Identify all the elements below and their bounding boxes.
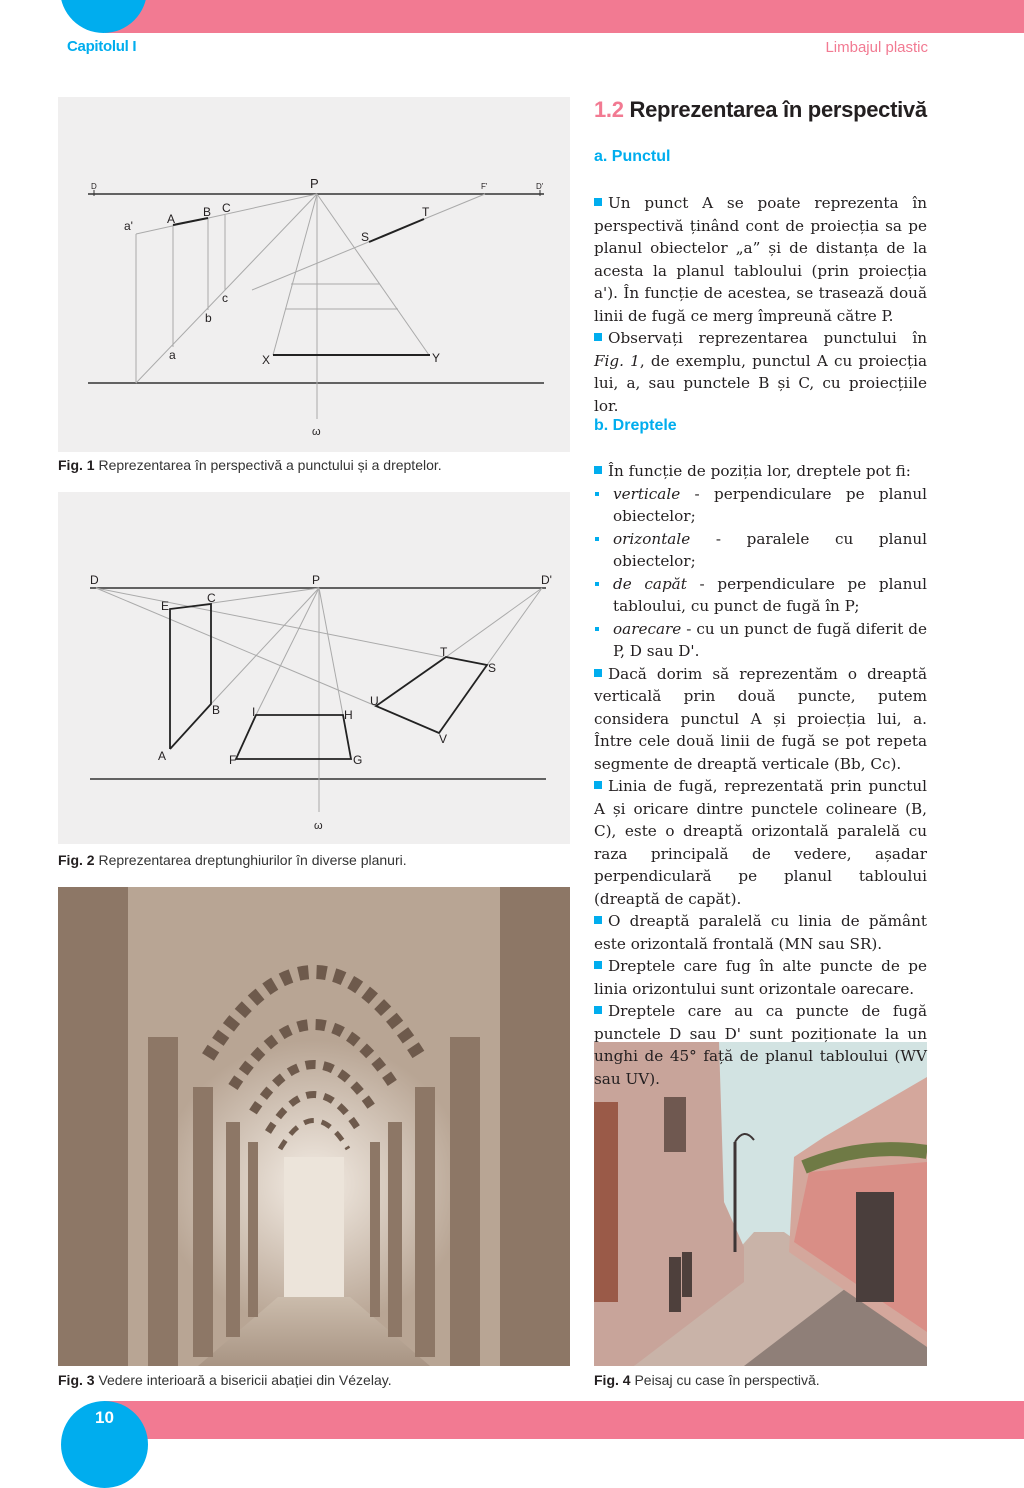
- label-F: F: [229, 753, 237, 767]
- section-title: [594, 97, 927, 123]
- bullet-icon: [595, 537, 599, 541]
- label-a-prime: a': [124, 219, 133, 233]
- label-T: T: [422, 205, 430, 219]
- label-P: P: [312, 573, 321, 587]
- label-D: D: [90, 573, 99, 587]
- label-A: A: [158, 749, 167, 763]
- label-P: P: [310, 176, 319, 191]
- list-item: de capăt - perpendiculare pe planul tabloului, cu punct de fugă în P;: [594, 573, 927, 618]
- paragraph: Linia de fugă, reprezentată prin punctul A și oricare dintre punctele colineare (B, C), este o dreaptă orizontală paralelă cu raza principală de vedere, așadar perpendiculară pe planul tabloului (dreaptă de capăt).: [594, 777, 927, 908]
- paragraph: În funcție de poziția lor, dreptele pot fi:: [594, 460, 927, 483]
- label-C: C: [222, 201, 231, 215]
- label-S: S: [488, 661, 497, 675]
- footer-band: [105, 1401, 1024, 1439]
- list-item: orizontale - paralele cu planul obiectelor;: [594, 528, 927, 573]
- label-a: a: [169, 348, 176, 362]
- label-B: B: [212, 703, 221, 717]
- header-band: [105, 0, 1024, 33]
- figure-4-label: Fig. 4: [594, 1372, 631, 1388]
- figure-3-label: Fig. 3: [58, 1372, 95, 1388]
- label-T: T: [440, 645, 448, 659]
- label-E: E: [161, 599, 170, 613]
- figure-1-diagram: [58, 97, 570, 452]
- label-I: I: [252, 705, 256, 719]
- label-U: U: [370, 694, 379, 708]
- figure-3-caption: Fig. 3 Vedere interioară a bisericii abației din Vézelay.: [58, 1372, 392, 1388]
- bullet-icon: [595, 492, 599, 496]
- section-title-text: Reprezentarea în perspectivă: [629, 97, 927, 122]
- label-b: b: [205, 311, 212, 325]
- subheading-punctul: a. Punctul: [594, 148, 671, 165]
- bullet-icon: [595, 627, 599, 631]
- square-bullet-icon: [594, 198, 602, 206]
- square-bullet-icon: [594, 916, 602, 924]
- dreptele-body: [594, 460, 927, 1090]
- label-C: C: [207, 591, 216, 605]
- label-omega: ω: [312, 426, 321, 438]
- square-bullet-icon: [594, 781, 602, 789]
- label-V: V: [439, 732, 448, 746]
- page-number: 10: [95, 1408, 114, 1427]
- label-D-prime: D': [541, 573, 552, 587]
- label-D-prime: D': [536, 182, 544, 191]
- paragraph: Un punct A se poate reprezenta în perspectivă ținând cont de proiecția sa pe planul obiectelor „a” și de distanța de la acesta la planul tabloului (prin proiecția a'). În funcție de acestea, se trasează două linii de fugă ce merg împreună către P.: [594, 194, 927, 325]
- figure-1-caption: Fig. 1 Reprezentarea în perspectivă a punctului și a dreptelor.: [58, 457, 442, 473]
- list-item: verticale - perpendiculare pe planul obiectelor;: [594, 483, 927, 528]
- paragraph: Dreptele care fug în alte puncte de pe linia orizontului sunt orizontale oarecare.: [594, 957, 927, 998]
- label-H: H: [344, 708, 353, 722]
- chapter-label: Capitolul I: [67, 38, 137, 55]
- punctul-body: [594, 192, 927, 417]
- bullet-icon: [595, 582, 599, 586]
- label-F-prime: F': [481, 182, 488, 191]
- label-A: A: [167, 212, 176, 226]
- label-X: X: [262, 353, 271, 367]
- figure-2-label: Fig. 2: [58, 852, 95, 868]
- list-item: oarecare - cu un punct de fugă diferit de P, D sau D'.: [594, 618, 927, 663]
- figure-4-caption: Fig. 4 Peisaj cu case în perspectivă.: [594, 1372, 820, 1388]
- label-c: c: [222, 291, 228, 305]
- square-bullet-icon: [594, 333, 602, 341]
- subject-label: Limbajul plastic: [825, 39, 928, 56]
- square-bullet-icon: [594, 961, 602, 969]
- label-G: G: [353, 753, 363, 767]
- label-omega: ω: [314, 820, 323, 832]
- square-bullet-icon: [594, 1006, 602, 1014]
- figure-1-label: Fig. 1: [58, 457, 95, 473]
- figure-4-photo-street: [594, 1042, 927, 1366]
- figure-2-caption: Fig. 2 Reprezentarea dreptunghiurilor în diverse planuri.: [58, 852, 407, 868]
- paragraph: Dreptele care au ca puncte de fugă punctele D sau D' sunt poziționate la un unghi de 45° față de planul tabloului (WV sau UV).: [594, 1002, 927, 1088]
- section-number: 1.2: [594, 97, 624, 122]
- figure-reference: Fig. 1: [594, 351, 640, 370]
- paragraph: O dreaptă paralelă cu linia de pământ este orizontală frontală (MN sau SR).: [594, 912, 927, 953]
- figure-3-photo-vezelay-nave: [58, 887, 570, 1366]
- square-bullet-icon: [594, 466, 602, 474]
- label-D: D: [91, 182, 97, 191]
- square-bullet-icon: [594, 669, 602, 677]
- label-B: B: [203, 205, 212, 219]
- figure-2-diagram: [58, 492, 570, 844]
- subheading-dreptele: b. Dreptele: [594, 417, 677, 434]
- label-Y: Y: [432, 351, 441, 365]
- paragraph: Dacă dorim să reprezentăm o dreaptă verticală prin două puncte, putem considera punctul A și proiecția lui, a. Între cele două linii de fugă se pot repeta segmente de dreaptă verticale (Bb, Cc).: [594, 664, 927, 773]
- label-S: S: [361, 230, 370, 244]
- paragraph: Observați reprezentarea punctului în Fig. 1, de exemplu, punctul A cu proiecția lui, a, sau punctele B și C, cu proiecțiile lor.: [594, 329, 928, 415]
